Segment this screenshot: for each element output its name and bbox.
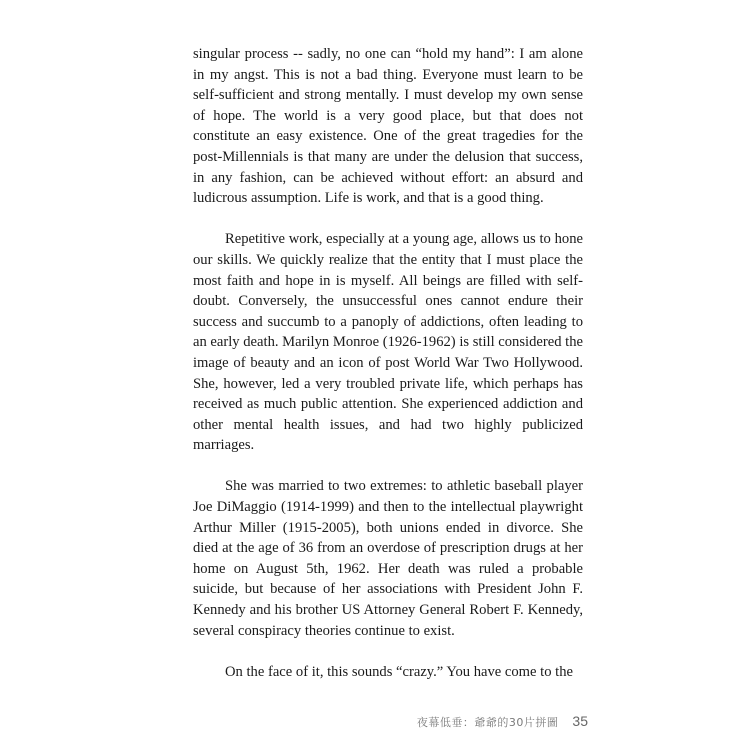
page-footer bbox=[300, 713, 588, 735]
paragraph-3: She was married to two extremes: to athletic baseball player Joe DiMaggio (1914-1999) and then to the intellectual playwright Arthur Miller (1915-2005), both unions ended in divorce. She died at the age of 36 from an overdose of prescription drugs at her home on August 5th, 1962. Her death was ruled a probable suicide, but because of her associations with President John F. Kennedy and his brother US Attorney General Robert F. Kennedy, several conspiracy theories continue to exist. bbox=[193, 478, 583, 639]
page-number: 35 bbox=[572, 713, 588, 729]
paragraph-1: singular process -- sadly, no one can “hold my hand”: I am alone in my angst. This is not a bad thing. Everyone must learn to be self-sufficient and strong mentally. I must develop my own sense of hope. The world is a very good place, but that does not constitute an easy existence. One of the great tragedies for the post-Millennials is that many are under the delusion that success, in any fashion, can be achieved without effort: an absurd and ludicrous assumption. Life is work, and that is a good thing. bbox=[193, 46, 583, 207]
body-text bbox=[193, 44, 583, 703]
paragraph-4: On the face of it, this sounds “crazy.” You have come to the bbox=[225, 663, 573, 680]
paragraph-2: Repetitive work, especially at a young age, allows us to hone our skills. We quickly realize that the entity that I must place the most faith and hope in is myself. All beings are filled with self-doubt. Conversely, the unsuccessful ones cannot endure their success and succumb to a panoply of addictions, often leading to an early death. Marilyn Monroe (1926-1962) is still considered the image of beauty and an icon of post World War Two Hollywood. She, however, led a very troubled private life, which perhaps has received as much public attention. She experienced addiction and other mental health issues, and had two highly publicized marriages. bbox=[193, 231, 583, 454]
running-head: 夜幕低垂：爺爺的30片拼圖 bbox=[416, 716, 559, 729]
